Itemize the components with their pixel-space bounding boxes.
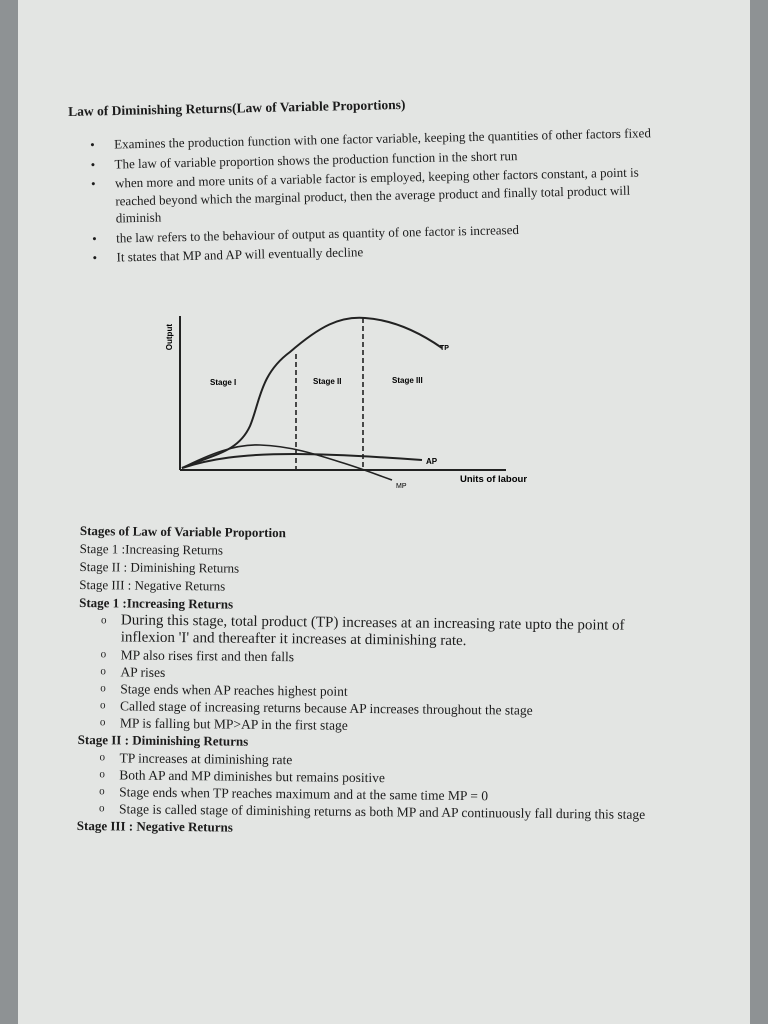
circle-bullet-icon: o [99,716,106,729]
tp-label: TP [440,345,449,352]
intro-bullet-list [90,124,673,269]
ap-label: AP [426,457,438,466]
circle-bullet-icon: o [98,802,105,815]
stage-iii-label: Stage III [392,376,423,385]
stage1-heading: Stage 1 :Increasing Returns [79,594,234,612]
circle-bullet-icon: o [99,751,106,764]
stage2-item: o TP increases at diminishing rate [99,750,293,768]
circle-bullet-icon: o [100,682,106,695]
mp-label: MP [396,483,407,490]
bullet-item: • The law of variable proportion shows the production function in the short run [90,147,518,172]
stage3-heading: Stage III : Negative Returns [76,817,233,835]
stage-list-item: Stage III : Negative Returns [79,576,226,594]
stage-list-item: Stage II : Diminishing Returns [79,558,240,576]
production-curves-diagram [160,304,560,500]
stage1-item: o During this stage, total product (TP) increases at an increasing rate upto the point of inflexion 'I' and thereafter it increases at diminishing rate. [100,612,625,650]
circle-bullet-icon: o [100,699,106,712]
circle-bullet-icon: o [99,785,105,798]
stage1-item: o MP also rises first and then falls [100,647,295,665]
stage2-item: o Both AP and MP diminishes but remains positive [99,767,386,786]
stages-section [77,522,680,841]
bullet-item: • It states that MP and AP will eventually decline [92,244,364,265]
stage2-item: o Stage ends when TP reaches maximum and at the same time MP = 0 [99,784,489,804]
circle-bullet-icon: o [100,665,107,678]
circle-bullet-icon: o [100,614,107,627]
bullet-dot-icon: • [90,156,96,172]
bullet-item: • the law refers to the behaviour of output as quantity of one factor is increased [91,221,520,246]
tp-curve [182,318,442,468]
stage1-item: o Stage ends when AP reaches highest point [100,681,348,699]
stage-ii-label: Stage II [313,377,342,386]
bullet-item: • when more and more units of a variable factor is employed, keeping other factors constant, a point is reached beyond which the marginal product, then the average product and finally total product will diminish [90,164,639,226]
stages-heading: Stages of Law of Variable Proportion [79,522,286,541]
bullet-dot-icon: • [92,249,98,265]
stage2-item: o Stage is called stage of diminishing returns as both MP and AP continuously fall during this stage [98,801,646,822]
bullet-dot-icon: • [91,230,97,246]
stage1-item: o Called stage of increasing returns because AP increases throughout the stage [100,698,533,718]
document-title: Law of Diminishing Returns(Law of Variable Proportions) [68,96,406,119]
stage-i-label: Stage I [210,378,237,387]
stage1-item: o AP rises [100,664,166,680]
bullet-dot-icon: • [90,136,95,152]
bullet-dot-icon: • [90,175,96,191]
stage-list-item: Stage 1 :Increasing Returns [79,540,224,558]
stage1-item: o MP is falling but MP>AP in the first stage [99,715,348,733]
y-axis-label: Output [165,324,174,351]
circle-bullet-icon: o [100,648,107,661]
ap-curve [182,454,422,468]
stage2-heading: Stage II : Diminishing Returns [77,731,249,749]
bullet-item: • Examines the production function with one factor variable, keeping the quantities of other factors fixed [90,125,652,152]
mp-curve [182,445,392,480]
circle-bullet-icon: o [99,768,105,781]
x-axis-label: Units of labour [460,474,528,485]
